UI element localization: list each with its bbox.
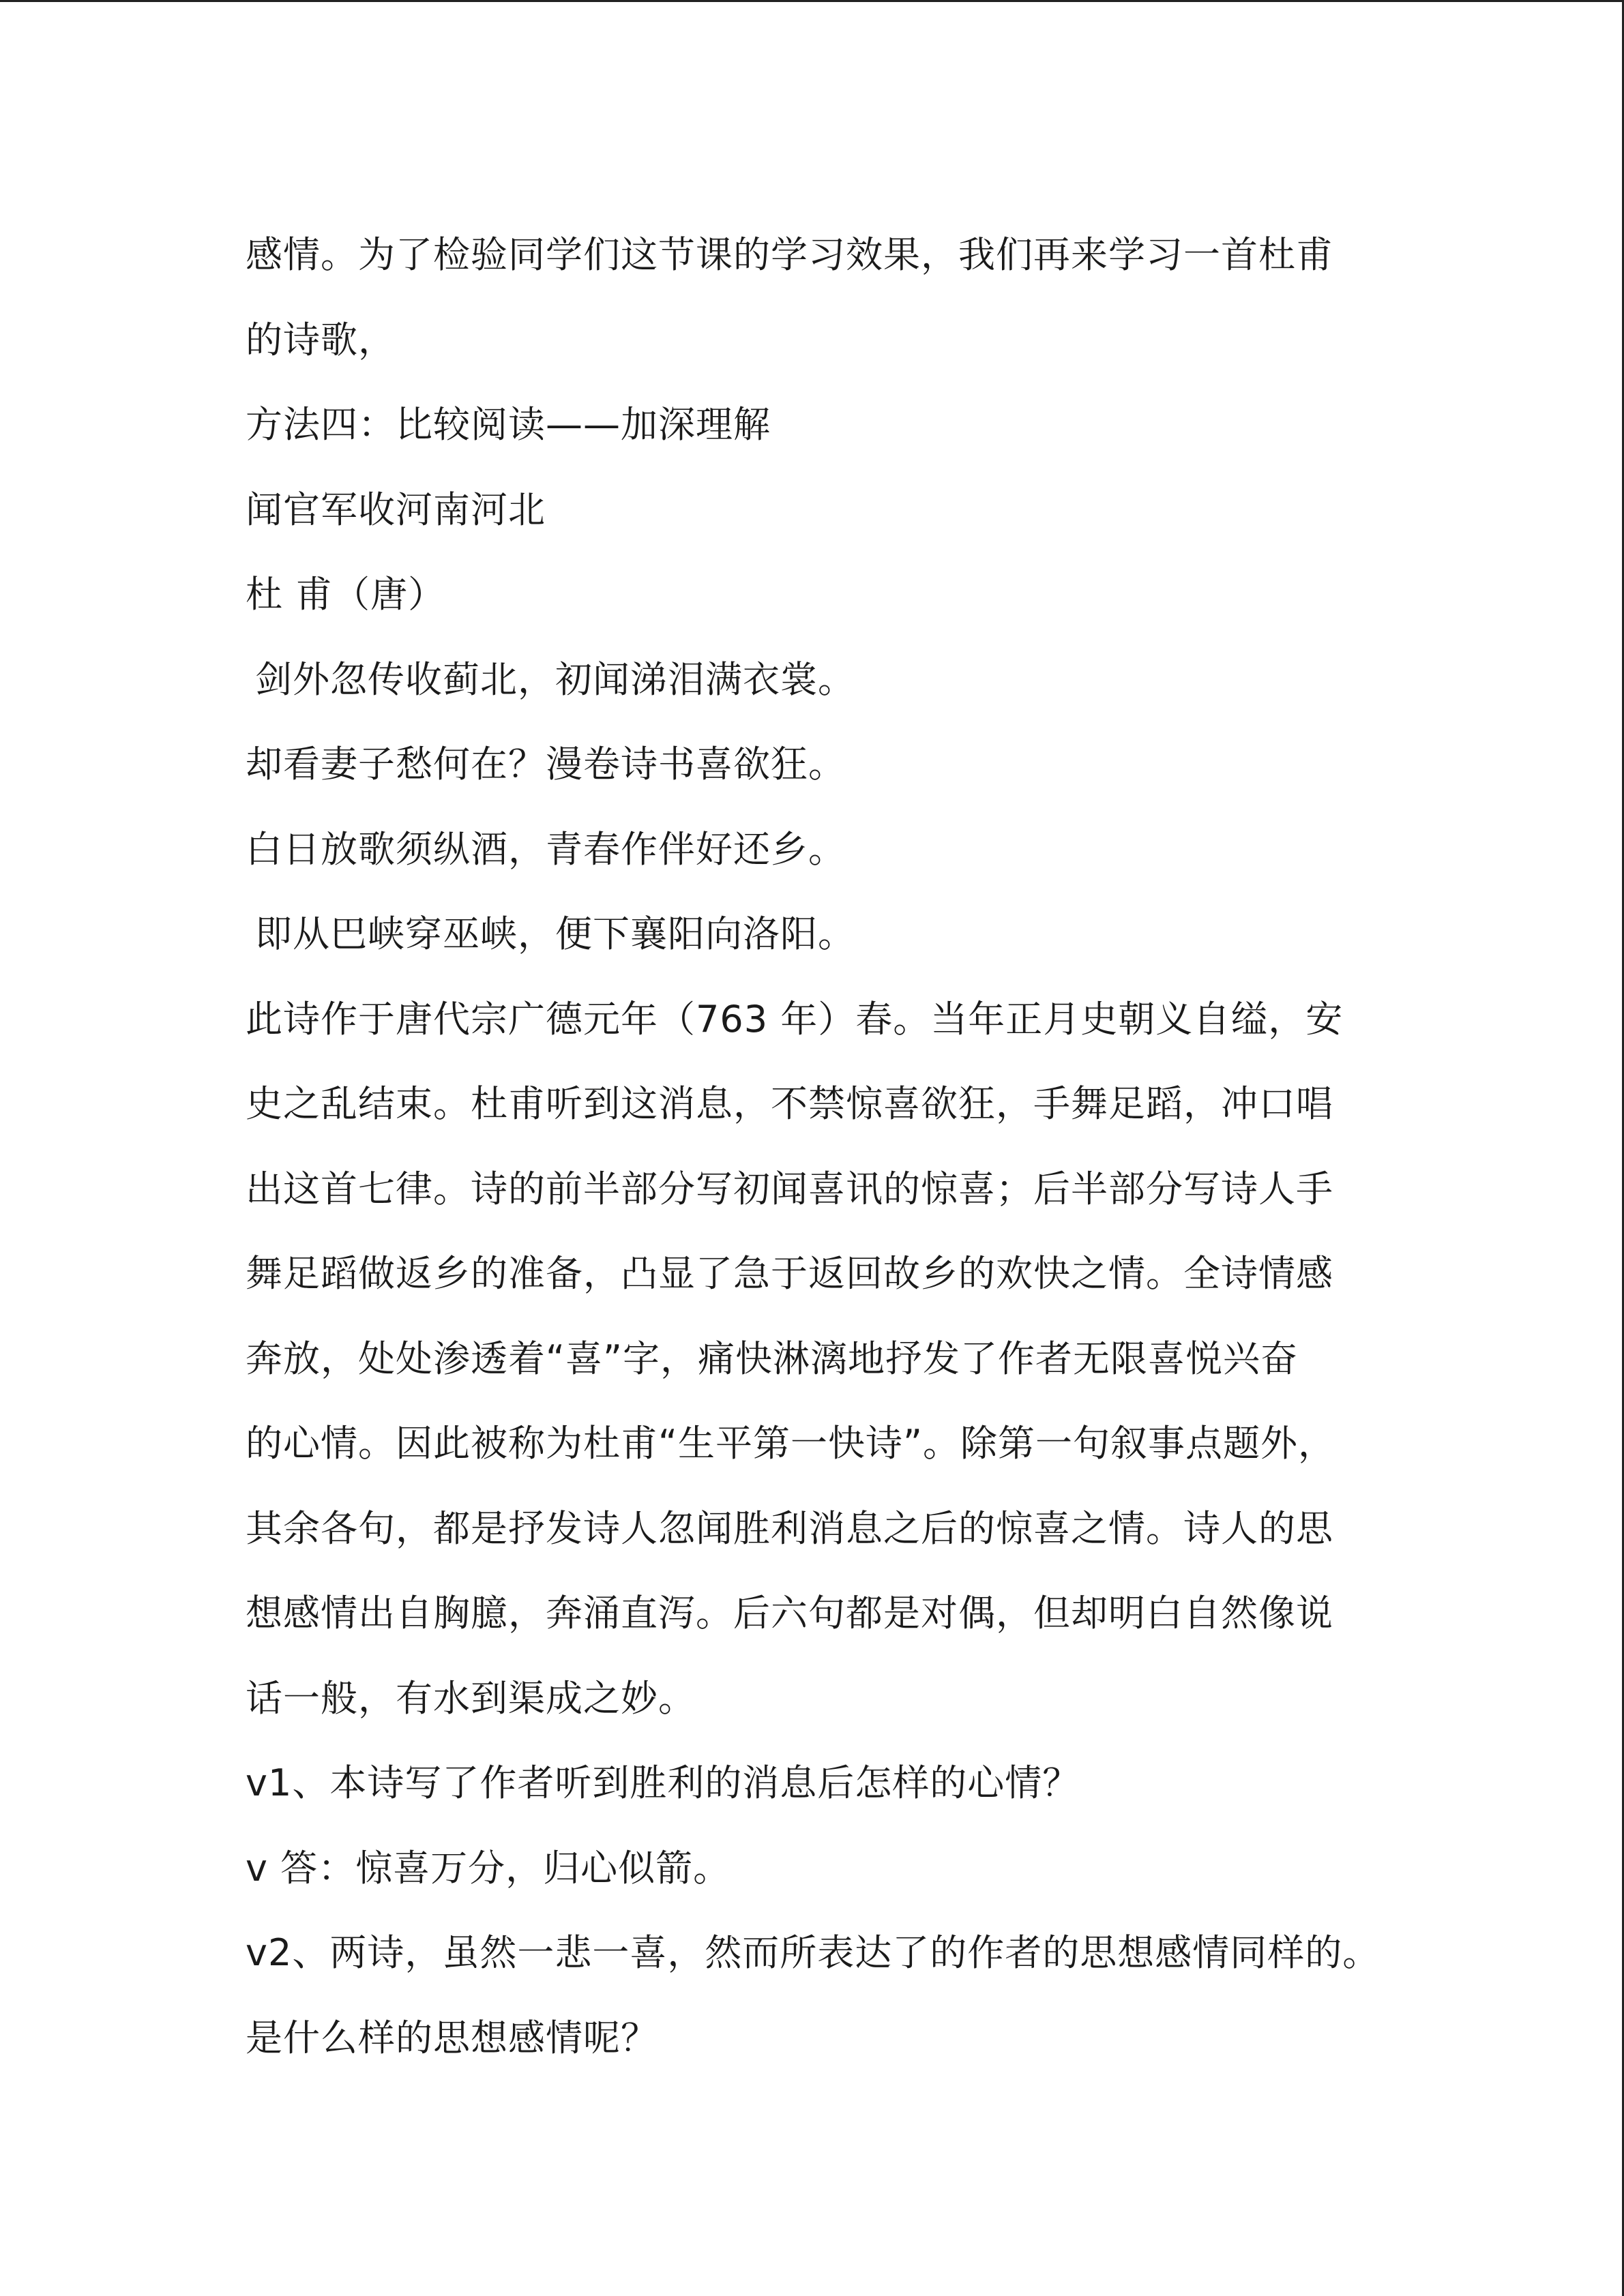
paragraph-line: 奔放，处处渗透着“喜”字，痛快淋漓地抒发了作者无限喜悦兴奋	[246, 1337, 1298, 1380]
paragraph-line: 感情。为了检验同学们这节课的学习效果，我们再来学习一首杜甫	[246, 233, 1333, 276]
poem-title: 闻官军收河南河北	[246, 488, 546, 531]
poem-author: 杜 甫（唐）	[246, 573, 446, 616]
page-border-top	[0, 0, 1624, 2]
poem-line: 白日放歌须纵酒，青春作伴好还乡。	[246, 827, 846, 871]
paragraph-line: 的心情。因此被称为杜甫“生平第一快诗”。除第一句叙事点题外，	[246, 1422, 1335, 1465]
paragraph-line: 话一般，有水到渠成之妙。	[246, 1676, 696, 1720]
paragraph-line: 出这首七律。诗的前半部分写初闻喜讯的惊喜；后半部分写诗人手	[246, 1167, 1333, 1210]
poem-line: 即从巴峡穿巫峡，便下襄阳向洛阳。	[255, 912, 855, 955]
section-heading: 方法四：比较阅读——加深理解	[246, 403, 771, 446]
paragraph-line: 其余各句，都是抒发诗人忽闻胜利消息之后的惊喜之情。诗人的思	[246, 1506, 1333, 1550]
poem-line: 却看妻子愁何在？漫卷诗书喜欲狂。	[246, 743, 846, 786]
paragraph-line: 史之乱结束。杜甫听到这消息，不禁惊喜欲狂，手舞足蹈，冲口唱	[246, 1082, 1333, 1125]
question-line: v2、两诗，虽然一悲一喜，然而所表达了的作者的思想感情同样的。	[246, 1931, 1381, 1974]
question-line: 是什么样的思想感情呢？	[246, 2016, 658, 2059]
paragraph-line: 舞足蹈做返乡的准备，凸显了急于返回故乡的欢快之情。全诗情感	[246, 1252, 1333, 1295]
poem-line: 剑外忽传收蓟北，初闻涕泪满衣裳。	[255, 657, 855, 701]
answer-line: v 答：惊喜万分，归心似箭。	[246, 1846, 731, 1890]
paragraph-line: 的诗歌，	[246, 318, 396, 361]
document-body	[246, 213, 1391, 2081]
paragraph-line: 想感情出自胸臆，奔涌直泻。后六句都是对偶，但却明白自然像说	[246, 1592, 1333, 1635]
paragraph-line: 此诗作于唐代宗广德元年（763 年）春。当年正月史朝义自缢，安	[246, 997, 1344, 1041]
question-line: v1、本诗写了作者听到胜利的消息后怎样的心情？	[246, 1761, 1080, 1804]
